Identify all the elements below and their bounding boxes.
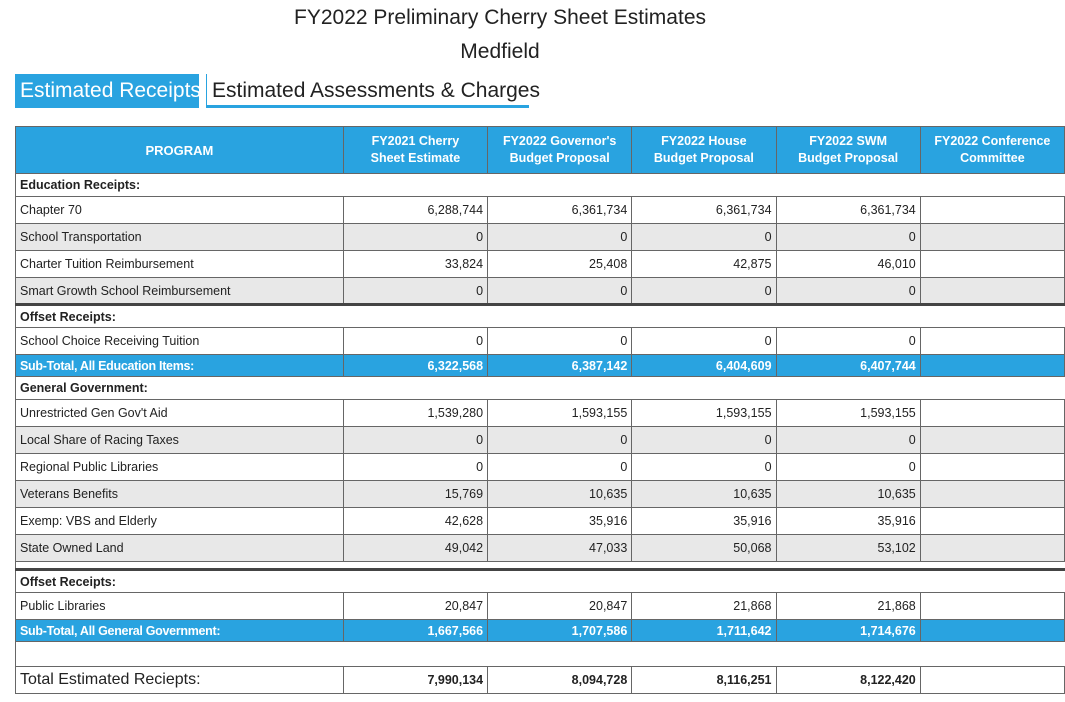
- header-fy2022-house: [632, 127, 776, 174]
- cell-swm: 6,361,734: [776, 197, 920, 224]
- cell-swm: 46,010: [776, 251, 920, 278]
- subtotal-house: 6,404,609: [632, 355, 776, 377]
- cell-conference: [920, 427, 1064, 454]
- cell-swm: 0: [776, 224, 920, 251]
- cell-swm: 21,868: [776, 593, 920, 620]
- municipality-name: Medfield: [460, 40, 540, 63]
- subtotal-fy2021: 1,667,566: [343, 620, 487, 642]
- cell-governor: 25,408: [488, 251, 632, 278]
- cell-conference: [920, 400, 1064, 427]
- subtotal-governor: 1,707,586: [488, 620, 632, 642]
- cell-house: 0: [632, 454, 776, 481]
- row-label: Local Share of Racing Taxes: [16, 427, 344, 454]
- cell-conference: [920, 278, 1064, 305]
- cell-conference: [920, 593, 1064, 620]
- table-row: [16, 400, 1065, 427]
- header-swm-line1: FY2022 SWM: [809, 134, 888, 148]
- cell-house: 6,361,734: [632, 197, 776, 224]
- category-label: Education Receipts:: [16, 174, 344, 197]
- subtotal-row-education: [16, 355, 1065, 377]
- header-conference-line2: Committee: [960, 151, 1025, 165]
- subtotal-label: Sub-Total, All Education Items:: [16, 355, 344, 377]
- cell-fy2021: 1,539,280: [343, 400, 487, 427]
- cell-fy2021: 0: [343, 454, 487, 481]
- cell-fy2021: 33,824: [343, 251, 487, 278]
- cell-house: 10,635: [632, 481, 776, 508]
- category-row: [16, 174, 1065, 197]
- cell-governor: 0: [488, 278, 632, 305]
- cell-conference: [920, 197, 1064, 224]
- cell-swm: 1,593,155: [776, 400, 920, 427]
- cell-governor: 0: [488, 224, 632, 251]
- header-fy2021-line2: Sheet Estimate: [370, 151, 461, 165]
- cell-conference: [920, 454, 1064, 481]
- category-label: Offset Receipts:: [16, 305, 344, 328]
- total-swm: 8,122,420: [776, 667, 920, 694]
- cell-swm: 0: [776, 278, 920, 305]
- table-row: [16, 593, 1065, 620]
- table-row: [16, 224, 1065, 251]
- table-row: [16, 278, 1065, 305]
- cell-swm: 53,102: [776, 535, 920, 562]
- cell-conference: [920, 481, 1064, 508]
- row-label: Regional Public Libraries: [16, 454, 344, 481]
- header-conference-line1: FY2022 Conference: [934, 134, 1051, 148]
- category-row: [16, 570, 1065, 593]
- cell-fy2021: 0: [343, 328, 487, 355]
- separator-row: [16, 562, 1065, 570]
- page-title: FY2022 Preliminary Cherry Sheet Estimates: [294, 6, 706, 29]
- category-label: General Government:: [16, 377, 344, 400]
- total-label: Total Estimated Reciepts:: [16, 667, 344, 694]
- cell-governor: 10,635: [488, 481, 632, 508]
- category-label: Offset Receipts:: [16, 570, 344, 593]
- header-fy2022-conference: [920, 127, 1064, 174]
- cell-conference: [920, 224, 1064, 251]
- cell-house: 0: [632, 328, 776, 355]
- header-swm-line2: Budget Proposal: [798, 151, 899, 165]
- cell-house: 42,875: [632, 251, 776, 278]
- row-label: School Transportation: [16, 224, 344, 251]
- cell-swm: 10,635: [776, 481, 920, 508]
- cell-governor: 0: [488, 328, 632, 355]
- cell-fy2021: 15,769: [343, 481, 487, 508]
- cell-fy2021: 6,288,744: [343, 197, 487, 224]
- cell-house: 0: [632, 224, 776, 251]
- tab-estimated-assessments[interactable]: Estimated Assessments & Charges: [206, 74, 529, 108]
- subtotal-conference: [920, 355, 1064, 377]
- cell-fy2021: 20,847: [343, 593, 487, 620]
- cell-conference: [920, 251, 1064, 278]
- category-row: [16, 305, 1065, 328]
- cell-house: 21,868: [632, 593, 776, 620]
- total-conference: [920, 667, 1064, 694]
- cell-governor: 6,361,734: [488, 197, 632, 224]
- cell-governor: 1,593,155: [488, 400, 632, 427]
- subtotal-fy2021: 6,322,568: [343, 355, 487, 377]
- header-row: [16, 127, 1065, 174]
- tab-estimated-receipts[interactable]: Estimated Receipts: [15, 74, 199, 108]
- cell-governor: 0: [488, 427, 632, 454]
- cell-house: 35,916: [632, 508, 776, 535]
- header-house-line2: Budget Proposal: [653, 151, 754, 165]
- spacer-row: [16, 642, 1065, 667]
- cell-swm: 0: [776, 427, 920, 454]
- table-row: [16, 535, 1065, 562]
- cell-house: 0: [632, 278, 776, 305]
- cell-fy2021: 0: [343, 427, 487, 454]
- subtotal-swm: 6,407,744: [776, 355, 920, 377]
- subtotal-row-general: [16, 620, 1065, 642]
- row-label: Public Libraries: [16, 593, 344, 620]
- cell-conference: [920, 508, 1064, 535]
- cell-house: 1,593,155: [632, 400, 776, 427]
- header-governor-line1: FY2022 Governor's: [502, 134, 617, 148]
- table-row: [16, 427, 1065, 454]
- cell-conference: [920, 328, 1064, 355]
- cell-fy2021: 0: [343, 224, 487, 251]
- row-label: School Choice Receiving Tuition: [16, 328, 344, 355]
- table-row: [16, 251, 1065, 278]
- cherry-sheet-table-container[interactable]: [15, 126, 1051, 691]
- subtotal-conference: [920, 620, 1064, 642]
- subtotal-governor: 6,387,142: [488, 355, 632, 377]
- row-label: Chapter 70: [16, 197, 344, 224]
- subtotal-label: Sub-Total, All General Government:: [16, 620, 344, 642]
- header-house-line1: FY2022 House: [661, 134, 747, 148]
- row-label: State Owned Land: [16, 535, 344, 562]
- header-fy2021-line1: FY2021 Cherry: [371, 134, 460, 148]
- header-fy2021-cherry: [343, 127, 487, 174]
- table-row: [16, 197, 1065, 224]
- row-label: Charter Tuition Reimbursement: [16, 251, 344, 278]
- cell-fy2021: 49,042: [343, 535, 487, 562]
- row-label: Exemp: VBS and Elderly: [16, 508, 344, 535]
- cell-governor: 47,033: [488, 535, 632, 562]
- total-house: 8,116,251: [632, 667, 776, 694]
- subtotal-swm: 1,714,676: [776, 620, 920, 642]
- row-label: Smart Growth School Reimbursement: [16, 278, 344, 305]
- header-fy2022-swm: [776, 127, 920, 174]
- cell-fy2021: 0: [343, 278, 487, 305]
- table-row: [16, 328, 1065, 355]
- cell-swm: 35,916: [776, 508, 920, 535]
- table-row: [16, 508, 1065, 535]
- header-fy2022-governor: [488, 127, 632, 174]
- cell-governor: 35,916: [488, 508, 632, 535]
- cell-governor: 0: [488, 454, 632, 481]
- header-governor-line2: Budget Proposal: [509, 151, 610, 165]
- header-program: PROGRAM: [16, 127, 344, 174]
- cell-swm: 0: [776, 454, 920, 481]
- cell-conference: [920, 535, 1064, 562]
- total-governor: 8,094,728: [488, 667, 632, 694]
- cell-governor: 20,847: [488, 593, 632, 620]
- subtotal-house: 1,711,642: [632, 620, 776, 642]
- cell-house: 50,068: [632, 535, 776, 562]
- cell-fy2021: 42,628: [343, 508, 487, 535]
- cell-swm: 0: [776, 328, 920, 355]
- cherry-sheet-table: [15, 126, 1065, 694]
- total-fy2021: 7,990,134: [343, 667, 487, 694]
- table-row: [16, 454, 1065, 481]
- row-label: Veterans Benefits: [16, 481, 344, 508]
- row-label: Unrestricted Gen Gov't Aid: [16, 400, 344, 427]
- category-row: [16, 377, 1065, 400]
- total-row: [16, 667, 1065, 694]
- table-row: [16, 481, 1065, 508]
- cell-house: 0: [632, 427, 776, 454]
